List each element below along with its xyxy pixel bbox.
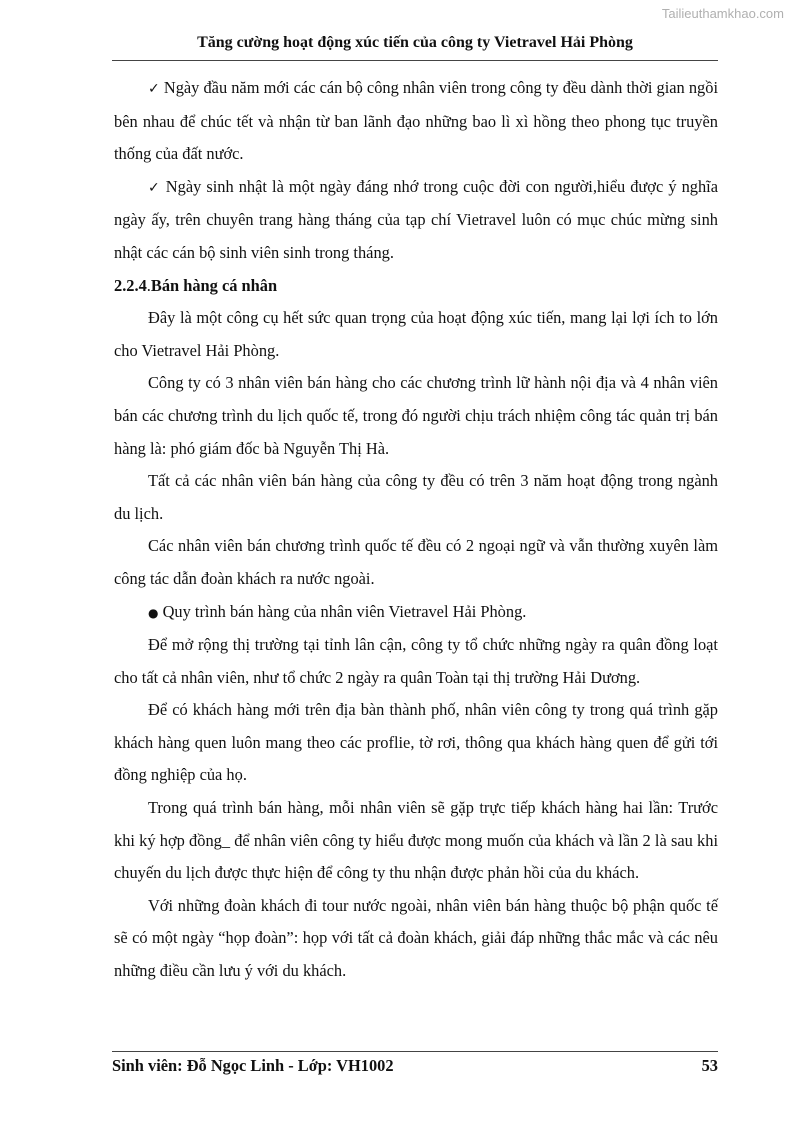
page-content: [114, 72, 718, 988]
paragraph-languages: Các nhân viên bán chương trình quốc tế đều có 2 ngoại ngữ và vẫn thường xuyên làm công tác dẫn đoàn khách ra nước ngoài.: [114, 536, 718, 588]
paragraph-intro: Đây là một công cụ hết sức quan trọng của hoạt động xúc tiến, mang lại lợi ích to lớn cho Vietravel Hải Phòng.: [114, 308, 718, 360]
paragraph-new-year-text: Ngày đầu năm mới các cán bộ công nhân viên trong công ty đều dành thời gian ngồi bên nhau để chúc tết và nhận từ ban lãnh đạo những bao lì xì hồng theo phong tục truyền thống của đất nước.: [114, 78, 718, 164]
paragraph-new-year: [114, 72, 718, 171]
paragraph-group-tours: Với những đoàn khách đi tour nước ngoài, nhân viên bán hàng thuộc bộ phận quốc tế sẽ có một ngày “họp đoàn”: họp với tất cả đoàn khách, giải đáp những thắc mắc và các nêu những điều cần lưu ý với du khách.: [114, 895, 718, 981]
section-separator: .: [146, 275, 151, 295]
paragraph-meetings: Trong quá trình bán hàng, mỗi nhân viên sẽ gặp trực tiếp khách hàng hai lần: Trước khi ký hợp đồng_ để nhân viên công ty hiểu được mong muốn của khách và lần 2 là sau khi chuyến du lịch được thực hiện để công ty thu nhận được phản hồi của du khách.: [114, 798, 718, 883]
section-title: Bán hàng cá nhân: [150, 275, 278, 295]
paragraph-experience: Tất cả các nhân viên bán hàng của công ty đều có trên 3 năm hoạt động trong ngành du lịch.: [114, 471, 718, 523]
page-number: 53: [701, 1056, 718, 1075]
checkmark-icon: ✓: [148, 81, 160, 97]
paragraph-staff: Công ty có 3 nhân viên bán hàng cho các chương trình lữ hành nội địa và 4 nhân viên bán các chương trình du lịch quốc tế, trong đó người chịu trách nhiệm công tác quản trị bán hàng là: phó giám đốc bà Nguyễn Thị Hà.: [114, 373, 718, 458]
watermark-text: Tailieuthamkhao.com: [661, 6, 784, 21]
paragraph-market-expansion: Để mở rộng thị trường tại tỉnh lân cận, công ty tổ chức những ngày ra quân đồng loạt cho tất cả nhân viên, như tổ chức 2 ngày ra quân Toàn tại thị trường Hải Dương.: [114, 635, 718, 687]
section-heading: [114, 270, 718, 303]
paragraph-new-customers: Để có khách hàng mới trên địa bàn thành phố, nhân viên công ty trong quá trình gặp khách hàng quen luôn mang theo các proflie, tờ rơi, thông qua khách hàng quen để gửi tới đồng nghiệp của họ.: [114, 700, 718, 785]
page-header-title: Tăng cường hoạt động xúc tiến của công ty Vietravel Hải Phòng: [197, 34, 633, 51]
section-number: 2.2.4: [114, 275, 147, 295]
header-divider: [112, 60, 718, 61]
checkmark-icon: ✓: [148, 179, 161, 196]
footer-divider: [112, 1051, 718, 1052]
paragraph-birthday: [114, 171, 718, 270]
bullet-sales-process-text: Quy trình bán hàng của nhân viên Vietravel Hải Phòng.: [162, 601, 527, 621]
bullet-icon: ●: [148, 605, 159, 620]
bullet-sales-process: [114, 596, 718, 630]
paragraph-birthday-text: Ngày sinh nhật là một ngày đáng nhớ trong cuộc đời con người,hiểu được ý nghĩa ngày ấy, trên chuyên trang hàng tháng của tạp chí Vietravel luôn có mục chúc mừng sinh nhật các cán bộ sinh viên sinh trong tháng.: [114, 176, 718, 262]
footer-student-info: Sinh viên: Đỗ Ngọc Linh - Lớp: VH1002: [112, 1056, 394, 1075]
